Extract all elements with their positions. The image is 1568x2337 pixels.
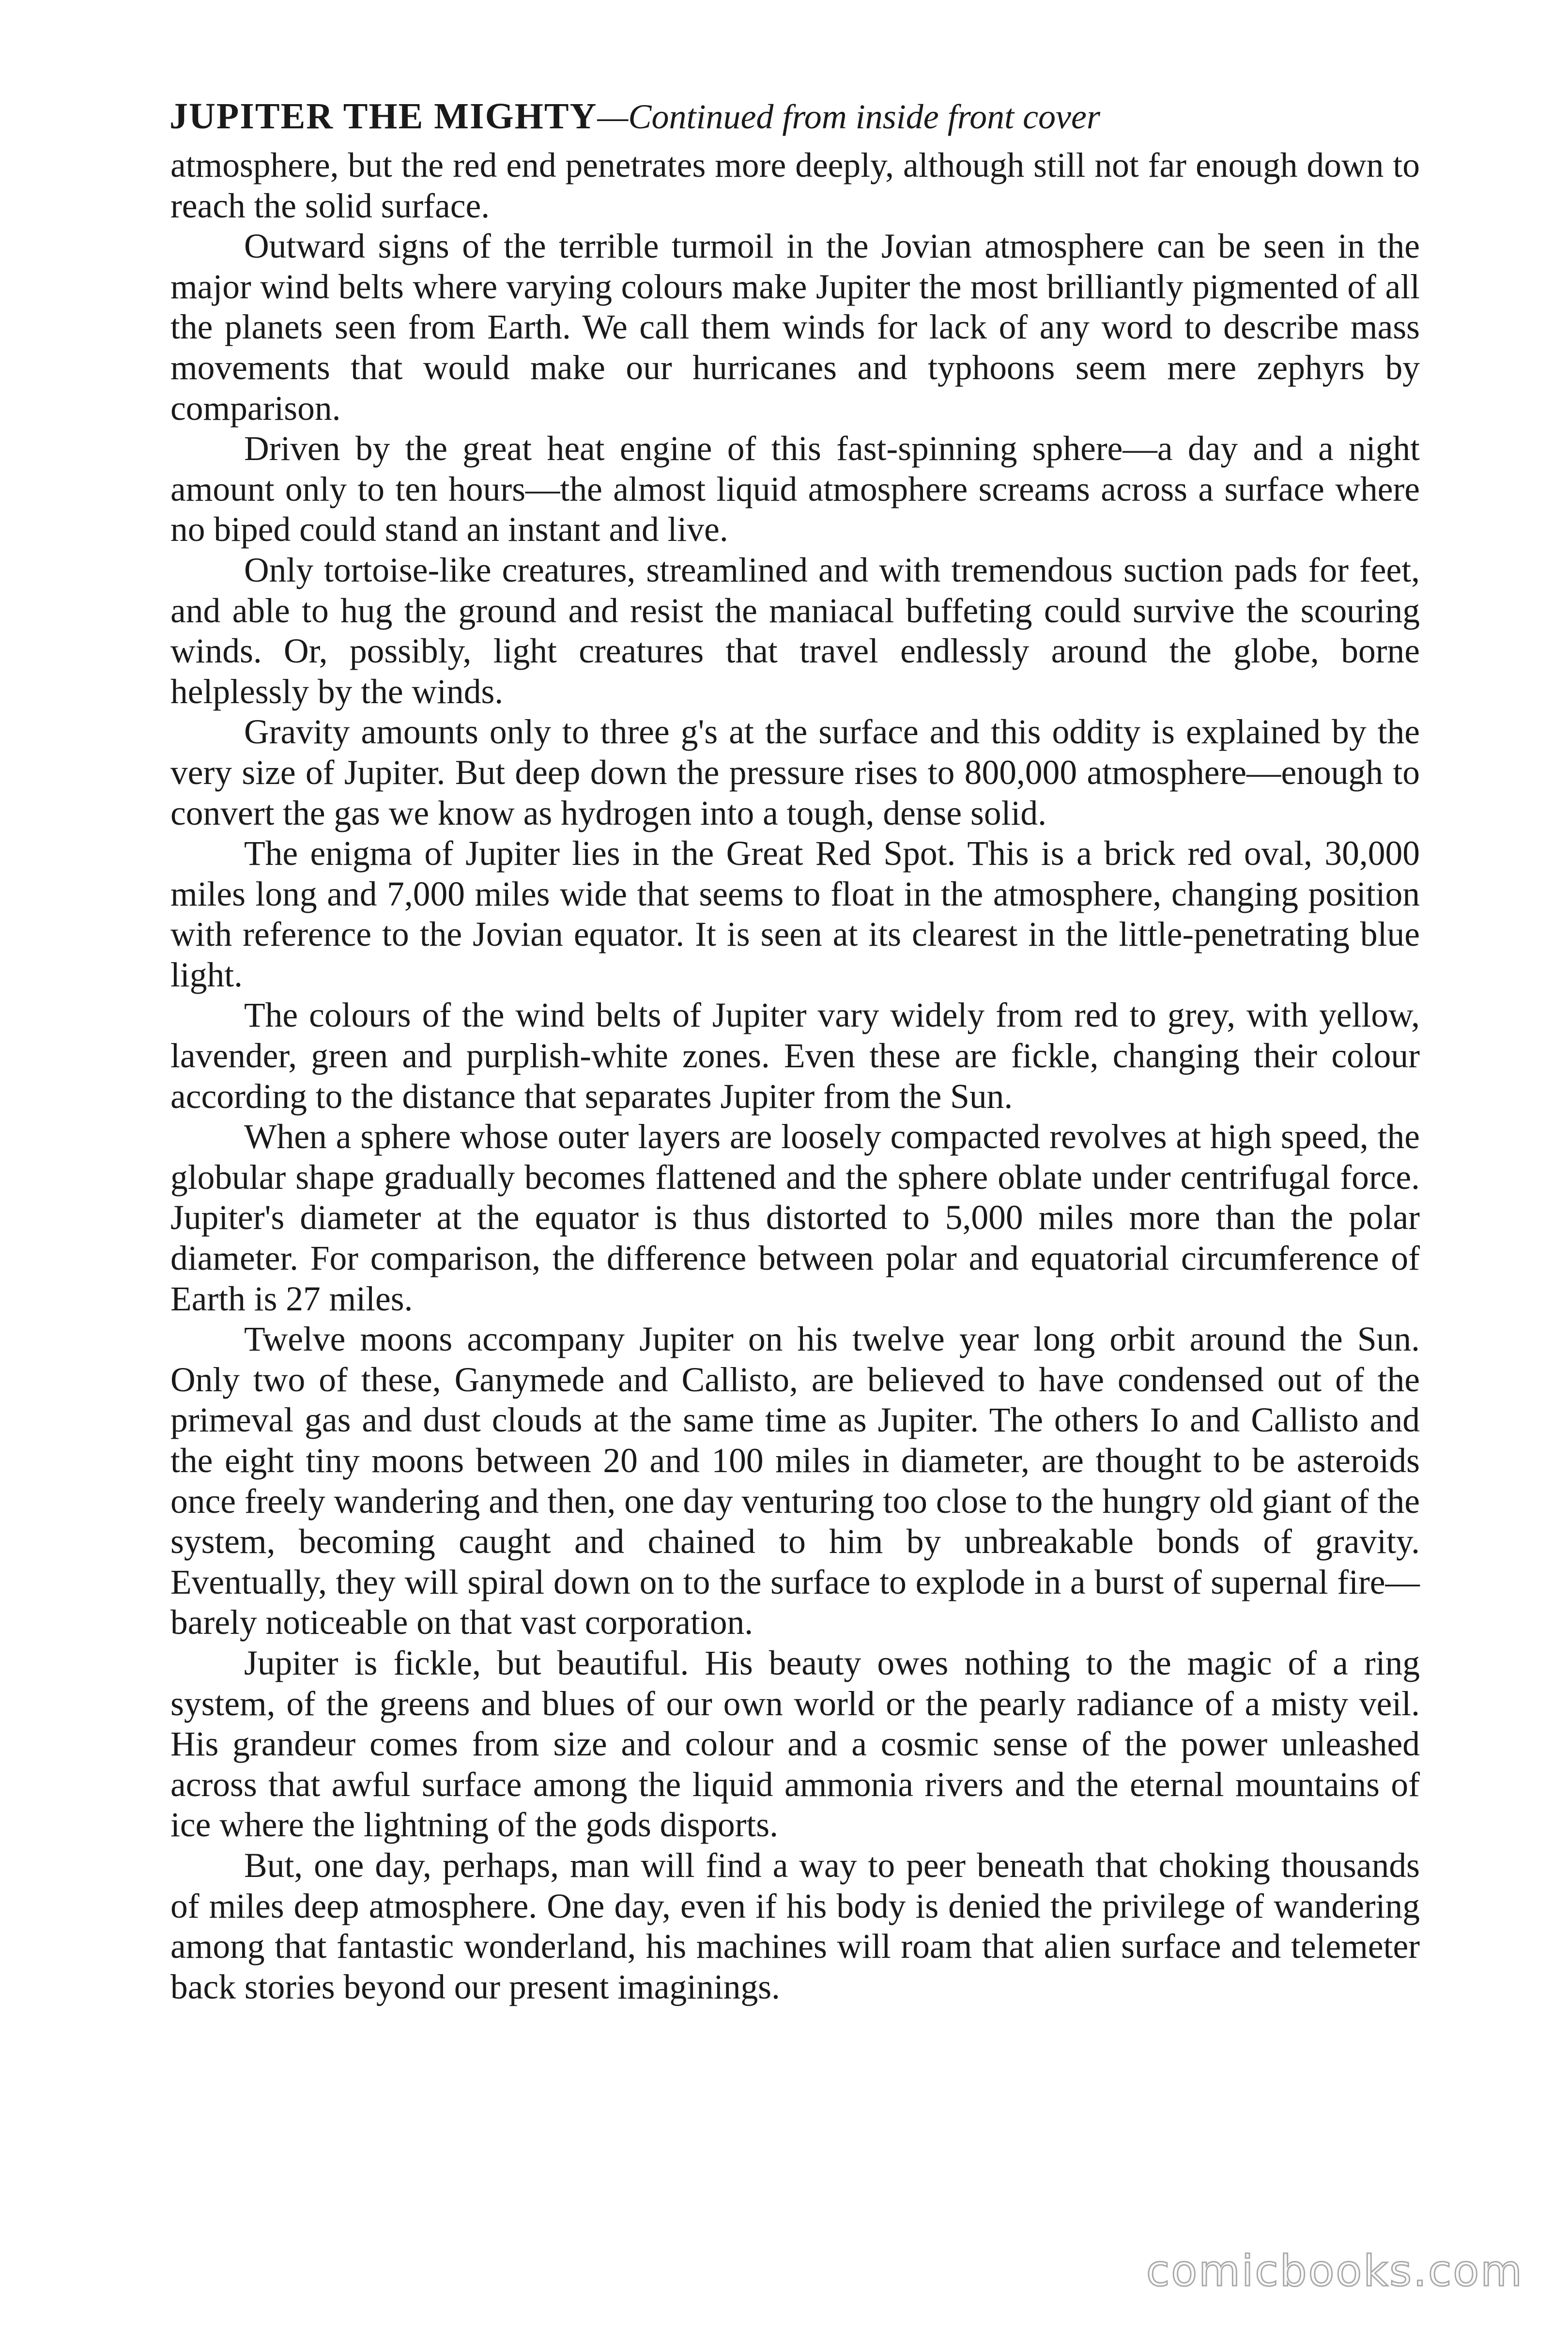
paragraph-11: But, one day, perhaps, man will find a way to peer beneath that choking thousands of miles deep atmosphere. One day, even if his body is denied the privilege of wandering among that fantastic wonderland, his machines will roam that alien surface and telemeter back stories beyond our present imaginings. xyxy=(170,1846,1420,2006)
continued-note: —Continued from inside front cover xyxy=(597,97,1100,136)
paragraph-6: The enigma of Jupiter lies in the Great Red Spot. This is a brick red oval, 30,000 miles long and 7,000 miles wide that seems to float in the atmosphere, changing position with reference to the Jovian equator. It is seen at its clearest in the little-penetrating blue light. xyxy=(170,834,1420,994)
paragraph-5: Gravity amounts only to three g's at the surface and this oddity is explained by the very size of Jupiter. But deep down the pressure rises to 800,000 atmosphere—enough to convert the gas we know as hydrogen into a tough, dense solid. xyxy=(170,713,1420,832)
paragraph-9: Twelve moons accompany Jupiter on his twelve year long orbit around the Sun. Only two of these, Ganymede and Callisto, are believed to have condensed out of the primeval gas and dust clouds at the same time as Jupiter. The others Io and Callisto and the eight tiny moons between 20 and 100 miles in diameter, are thought to be asteroids once freely wandering and then, one day venturing too close to the hungry old giant of the system, becoming caught and chained to him by unbreakable bonds of gravity. Eventually, they will spiral down on to the surface to explode in a burst of supernal fire—barely noticeable on that vast corporation. xyxy=(170,1320,1420,1642)
paragraph-1: atmosphere, but the red end penetrates more deeply, although still not far enough down to reach the solid surface. xyxy=(170,146,1420,225)
article-title: JUPITER THE MIGHTY xyxy=(169,96,598,137)
paragraph-2: Outward signs of the terrible turmoil in the Jovian atmosphere can be seen in the major wind belts where varying colours make Jupiter the most brilliantly pigmented of all the planets seen from Earth. We call them winds for lack of any word to describe mass movements that would make our hurricanes and typhoons seem mere zephyrs by comparison. xyxy=(170,227,1420,428)
paragraph-10: Jupiter is fickle, but beautiful. His beauty owes nothing to the magic of a ring system, of the greens and blues of our own world or the pearly radiance of a misty veil. His grandeur comes from size and colour and a cosmic sense of the power unleashed across that awful surface among the liquid ammonia rivers and the eternal mountains of ice where the lightning of the gods disports. xyxy=(170,1644,1420,1845)
paragraph-4: Only tortoise-like creatures, streamlined and with tremendous suction pads for feet, and able to hug the ground and resist the maniacal buffeting could survive the scouring winds. Or, possibly, light creatures that travel endlessly around the globe, borne helplessly by the winds. xyxy=(170,551,1420,711)
article-header xyxy=(169,93,1429,140)
paragraph-3: Driven by the great heat engine of this fast-spinning sphere—a day and a night amount only to ten hours—the almost liquid atmosphere screams across a surface where no biped could stand an instant and live. xyxy=(170,430,1420,549)
site-watermark: comicbooks.com xyxy=(1146,2246,1523,2296)
article-body xyxy=(170,145,1420,2007)
paragraph-7: The colours of the wind belts of Jupiter vary widely from red to grey, with yellow, lavender, green and purplish-white zones. Even these are fickle, changing their colour according to the distance that separates Jupiter from the Sun. xyxy=(170,996,1420,1116)
paragraph-8: When a sphere whose outer layers are loosely compacted revolves at high speed, the globular shape gradually becomes flattened and the sphere oblate under centrifugal force. Jupiter's diameter at the equator is thus distorted to 5,000 miles more than the polar diameter. For comparison, the difference between polar and equatorial circumference of Earth is 27 miles. xyxy=(170,1118,1420,1318)
